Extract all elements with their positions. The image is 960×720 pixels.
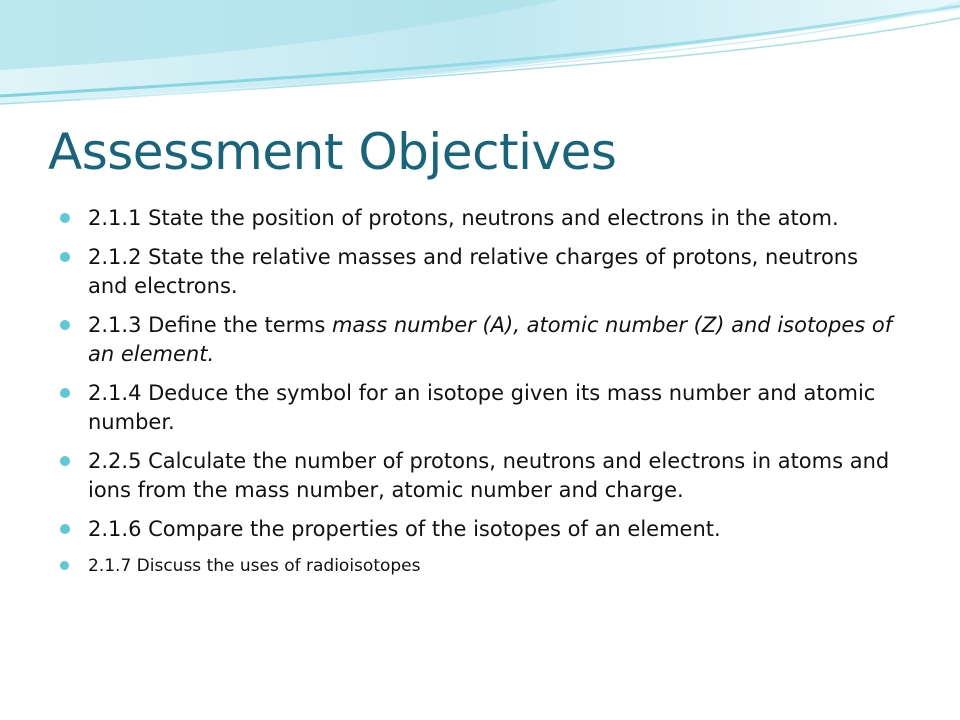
list-item	[60, 379, 900, 437]
objective-text: 2.1.7 Discuss the uses of radioisotopes	[88, 556, 421, 576]
list-item	[60, 311, 900, 369]
bullet-icon	[60, 320, 70, 330]
bullet-icon	[60, 456, 70, 466]
objective-text: 2.1.3 Define the terms	[88, 313, 332, 337]
objectives-list	[60, 204, 900, 588]
objective-text: 2.2.5 Calculate the number of protons, neutrons and electrons in atoms and ions from the mass number, atomic number and charge.	[88, 449, 890, 502]
objective-text: 2.1.2 State the relative masses and relative charges of protons, neutrons and electrons.	[88, 245, 859, 298]
bullet-icon	[60, 561, 69, 570]
objective-text: 2.1.6 Compare the properties of the isotopes of an element.	[88, 517, 721, 541]
list-item	[60, 515, 900, 544]
bullet-icon	[60, 213, 70, 223]
objective-text: 2.1.1 State the position of protons, neutrons and electrons in the atom.	[88, 206, 839, 230]
objective-emphasis: mass number (A), atomic number (Z) and isotopes of an element.	[88, 313, 893, 366]
list-item	[60, 554, 900, 578]
objective-text: 2.1.4 Deduce the symbol for an isotope given its mass number and atomic number.	[88, 381, 876, 434]
bullet-icon	[60, 524, 70, 534]
bullet-icon	[60, 252, 70, 262]
header-wave-decoration	[0, 0, 960, 130]
list-item	[60, 204, 900, 233]
bullet-icon	[60, 388, 70, 398]
list-item	[60, 243, 900, 301]
slide-title: Assessment Objectives	[48, 123, 617, 181]
list-item	[60, 447, 900, 505]
